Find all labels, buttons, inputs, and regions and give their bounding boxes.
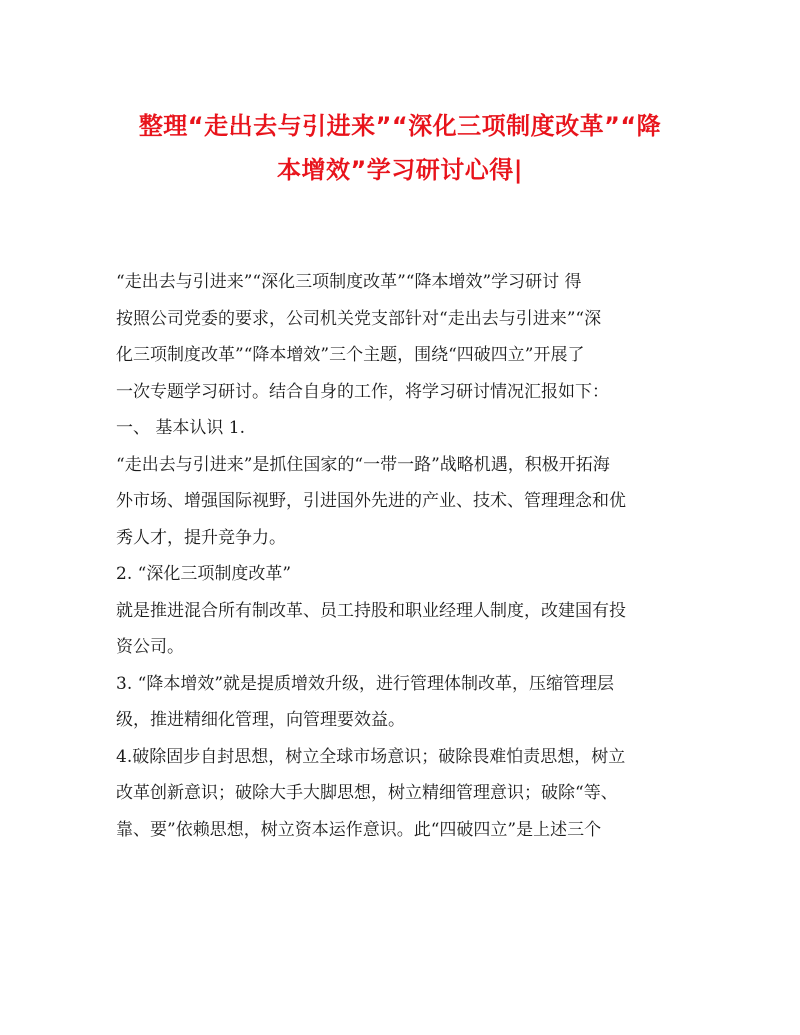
body-line: 化三项制度改革”“降本增效”三个主题，围绕“四破四立”开展了 — [116, 345, 585, 365]
body-line: 资公司。 — [116, 637, 184, 657]
body-line: 外市场、增强国际视野，引进国外先进的产业、技术、管理理念和优 — [116, 491, 626, 511]
body-line: 改革创新意识；破除大手大脚思想，树立精细管理意识；破除“等、 — [116, 783, 618, 803]
title-line-2: 本增效”学习研讨心得| — [276, 156, 524, 184]
body-line: 靠、要”依赖思想，树立资本运作意识。此“四破四立”是上述三个 — [116, 819, 602, 840]
body-line: 按照公司党委的要求，公司机关党支部针对“走出去与引进来”“深 — [116, 308, 602, 329]
body-line: 3. “降本增效”就是提质增效升级，进行管理体制改革，压缩管理层 — [116, 673, 615, 694]
body-line: 级，推进精细化管理，向管理要效益。 — [116, 710, 405, 730]
body-line: 2. “深化三项制度改革” — [116, 564, 292, 584]
body-line: 就是推进混合所有制改革、员工持股和职业经理人制度，改建国有投 — [116, 600, 626, 621]
section-heading: 一、 基本认识 1. — [116, 418, 246, 438]
body-line: “走出去与引进来”“深化三项制度改革”“降本增效”学习研讨 得 — [116, 272, 582, 292]
body-line: 秀人才，提升竞争力。 — [116, 527, 286, 548]
body-line: “走出去与引进来”是抓住国家的“一带一路”战略机遇，积极开拓海 — [116, 454, 610, 475]
document-title — [100, 104, 700, 192]
body-line: 一次专题学习研讨。结合自身的工作，将学习研讨情况汇报如下： — [116, 381, 609, 402]
title-line-1: 整理“走出去与引进来”“深化三项制度改革”“降 — [138, 112, 662, 140]
body-line: 4.破除固步自封思想，树立全球市场意识；破除畏难怕责思想，树立 — [116, 746, 626, 767]
document-body — [116, 264, 696, 848]
